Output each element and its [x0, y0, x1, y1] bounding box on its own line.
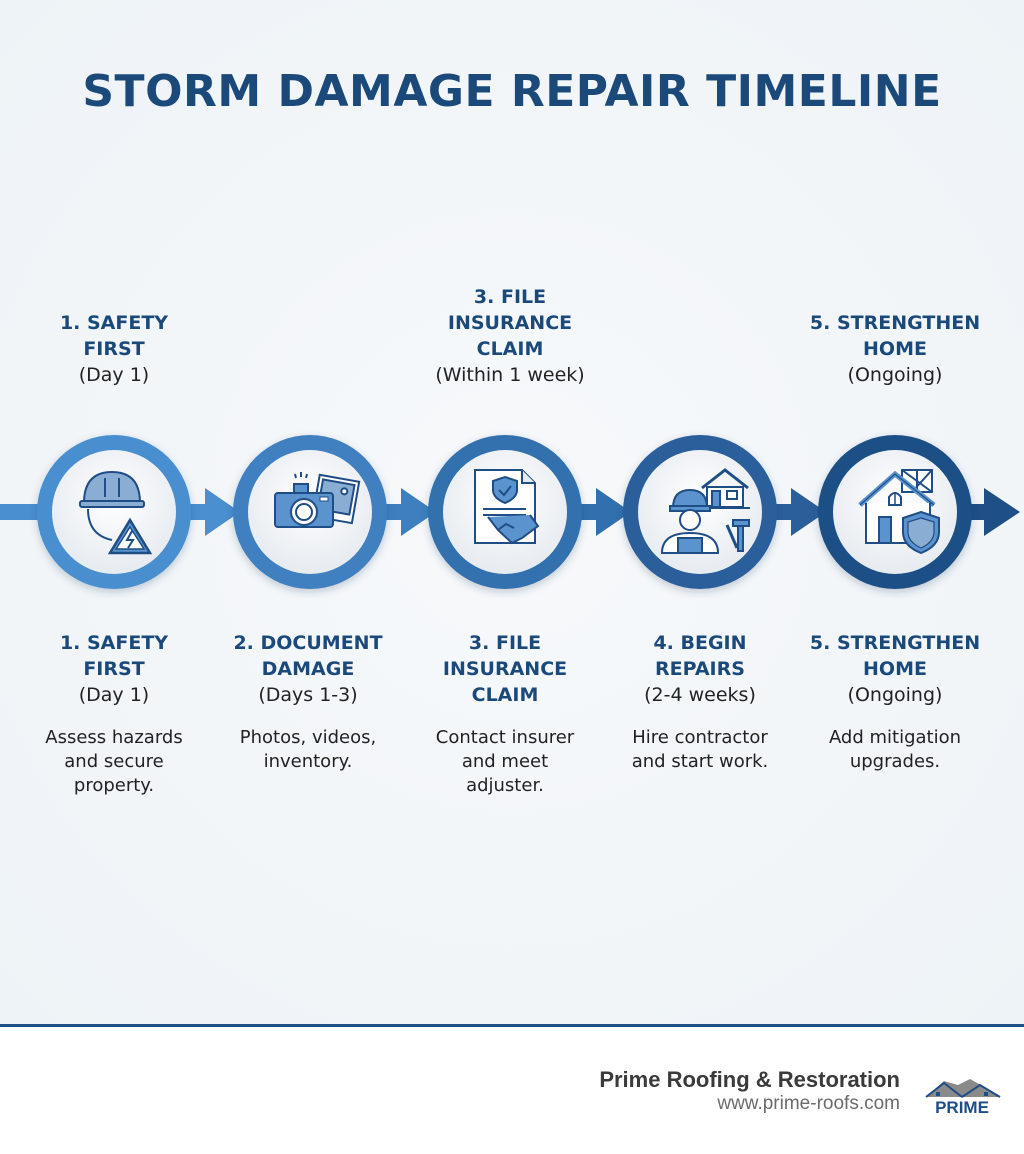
- company-info: [599, 1067, 900, 1115]
- company-name: Prime Roofing & Restoration: [599, 1067, 900, 1092]
- step-4-label: 4. BEGIN REPAIRS (2-4 weeks) Hire contractor and start work.: [605, 630, 795, 774]
- insurance-handshake-icon: [475, 470, 538, 543]
- step-5-description: Add mitigation upgrades.: [828, 727, 962, 772]
- top-label-step-1: 1. SAFETY FIRST (Day 1): [59, 312, 169, 386]
- step-1-label: 1. SAFETY FIRST (Day 1) Assess hazards and secure property.: [19, 630, 209, 798]
- step-1-circle: [37, 435, 191, 589]
- connector-arrow-2: [381, 488, 436, 536]
- step-4-title: 4. BEGIN: [653, 632, 747, 654]
- timeline-track: [0, 420, 1024, 605]
- step-1-time: (Day 1): [78, 684, 150, 706]
- company-url[interactable]: www.prime-roofs.com: [717, 1093, 900, 1114]
- step-4-time: (2-4 weeks): [644, 684, 756, 706]
- step-3-label: 3. FILE INSURANCE CLAIM Contact insurer and meet adjuster.: [410, 630, 600, 798]
- step-3-description: Contact insurer and meet adjuster.: [435, 727, 575, 796]
- step-1-title: 1. SAFETY: [59, 632, 169, 654]
- step-2-label: 2. DOCUMENT DAMAGE (Days 1-3) Photos, videos, inventory.: [208, 630, 408, 774]
- connector-arrow-1: [185, 488, 240, 536]
- step-4-description: Hire contractor and start work.: [631, 727, 769, 772]
- step-3-title: 3. FILE: [468, 632, 542, 654]
- step-2-time: (Days 1-3): [258, 684, 358, 706]
- step-5-time: (Ongoing): [847, 684, 943, 706]
- step-5-label: 5. STRENGTHEN HOME (Ongoing) Add mitigation upgrades.: [790, 630, 1000, 774]
- prime-logo-icon: [918, 1075, 1006, 1115]
- step-1-description: Assess hazards and secure property.: [45, 727, 183, 796]
- logo-text: PRIME: [935, 1098, 989, 1115]
- step-2-title: 2. DOCUMENT: [233, 632, 383, 654]
- step-5-title: 5. STRENGTHEN: [809, 632, 981, 654]
- top-label-step-5: 5. STRENGTHEN HOME (Ongoing): [809, 312, 981, 386]
- connector-arrow-3: [576, 488, 631, 536]
- top-label-step-3: 3. FILE INSURANCE CLAIM (Within 1 week): [435, 286, 585, 386]
- connector-arrow-4: [771, 488, 826, 536]
- footer: [0, 1024, 1024, 1154]
- page-title: STORM DAMAGE REPAIR TIMELINE: [82, 66, 942, 117]
- connector-arrow-5: [966, 488, 1020, 536]
- step-2-description: Photos, videos, inventory.: [239, 727, 377, 772]
